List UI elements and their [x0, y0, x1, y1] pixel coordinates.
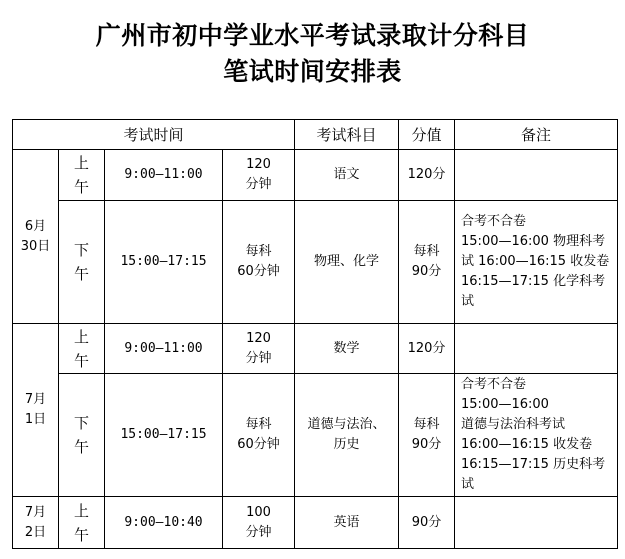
- subject-cell: 数学: [295, 324, 399, 374]
- score-cell: 每科 90分: [399, 374, 455, 497]
- table-row: [13, 497, 618, 549]
- header-time: 考试时间: [13, 120, 295, 150]
- score-cell: 120分: [399, 324, 455, 374]
- table-row: [13, 201, 618, 324]
- duration-cell: 120 分钟: [223, 150, 295, 201]
- header-row: [13, 120, 618, 150]
- table-row: [13, 324, 618, 374]
- half-day-cell: 下 午: [59, 201, 105, 324]
- time-cell: 9:00—11:00: [105, 324, 223, 374]
- page-subtitle: 笔试时间安排表: [223, 57, 402, 86]
- half-day-cell: 上 午: [59, 150, 105, 201]
- note-cell: [455, 497, 618, 549]
- score-cell: 120分: [399, 150, 455, 201]
- subject-cell: 英语: [295, 497, 399, 549]
- page-title: 广州市初中学业水平考试录取计分科目: [95, 21, 530, 50]
- note-cell: 合考不合卷 15:00—16:00 道德与法治科考试 16:00—16:15 收发卷 16:15—17:15 历史科考试: [455, 374, 618, 497]
- note-cell: [455, 150, 618, 201]
- subject-cell: 物理、化学: [295, 201, 399, 324]
- subject-cell: 道德与法治、 历史: [295, 374, 399, 497]
- score-cell: 每科 90分: [399, 201, 455, 324]
- subject-cell: 语文: [295, 150, 399, 201]
- note-cell: 合考不合卷 15:00—16:00 物理科考试 16:00—16:15 收发卷 16:15—17:15 化学科考试: [455, 201, 618, 324]
- header-note: 备注: [455, 120, 618, 150]
- duration-cell: 120 分钟: [223, 324, 295, 374]
- date-cell: 7月 2日: [13, 497, 59, 549]
- exam-schedule-table: [12, 119, 618, 549]
- duration-cell: 每科 60分钟: [223, 374, 295, 497]
- time-cell: 15:00—17:15: [105, 374, 223, 497]
- duration-cell: 100 分钟: [223, 497, 295, 549]
- time-cell: 9:00—11:00: [105, 150, 223, 201]
- time-cell: 9:00—10:40: [105, 497, 223, 549]
- date-cell: 6月 30日: [13, 150, 59, 324]
- header-score: 分值: [399, 120, 455, 150]
- score-cell: 90分: [399, 497, 455, 549]
- duration-cell: 每科 60分钟: [223, 201, 295, 324]
- table-row: [13, 374, 618, 497]
- note-cell: [455, 324, 618, 374]
- table-row: [13, 150, 618, 201]
- half-day-cell: 上 午: [59, 497, 105, 549]
- date-cell: 7月 1日: [13, 324, 59, 497]
- time-cell: 15:00—17:15: [105, 201, 223, 324]
- half-day-cell: 下 午: [59, 374, 105, 497]
- half-day-cell: 上 午: [59, 324, 105, 374]
- header-subject: 考试科目: [295, 120, 399, 150]
